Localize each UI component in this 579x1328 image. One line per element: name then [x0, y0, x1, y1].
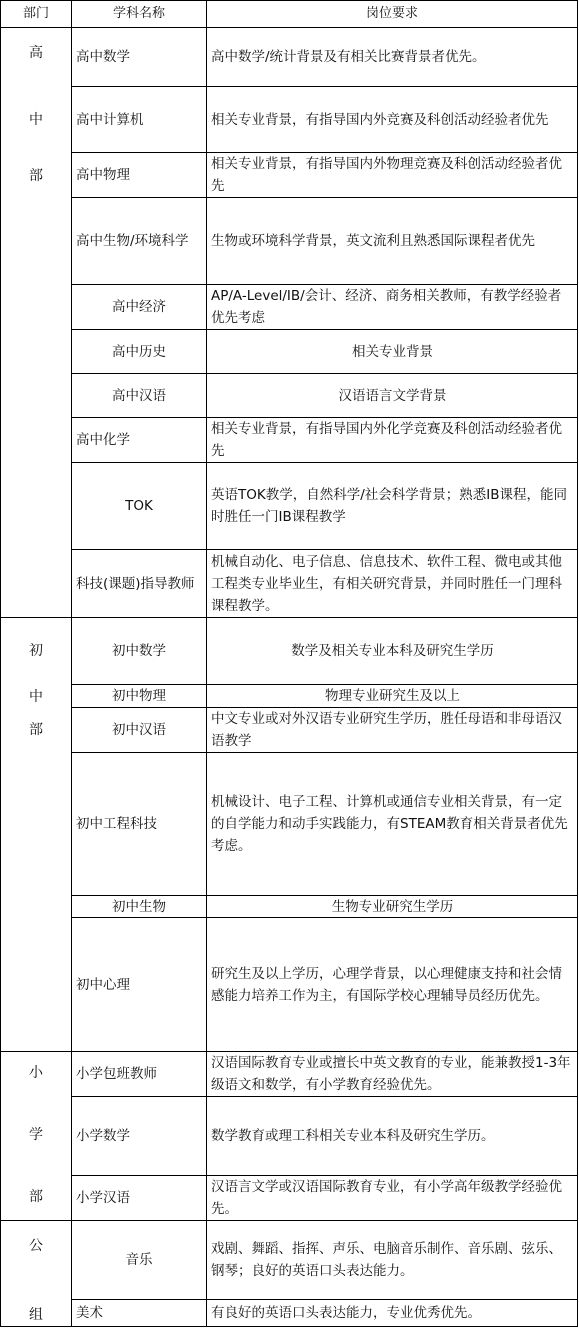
- requirement-text: 汉语国际教育专业或擅长中英文教育的专业，能兼教授1-3年级语文和数学，有小学教育经验优先。: [211, 1055, 571, 1093]
- dept-char: 初: [29, 643, 43, 659]
- requirement-cell: [208, 685, 577, 707]
- subject-cell: 初中数学: [112, 643, 166, 659]
- dept-char: 部: [29, 722, 43, 738]
- requirement-cell: [208, 374, 577, 417]
- dept-char: 部: [29, 168, 43, 184]
- subject-cell: 小学数学: [76, 1128, 130, 1144]
- dept-primary-school: [1, 1052, 71, 1220]
- requirement-cell: [208, 198, 577, 284]
- requirement-cell: [208, 753, 577, 895]
- header-subject: 学科名称: [112, 6, 165, 21]
- subject-cell: 初中工程科技: [76, 816, 157, 832]
- subject-cell: 初中心理: [76, 976, 130, 993]
- dept-char: 公: [29, 1238, 43, 1254]
- requirement-cell: [208, 1221, 577, 1299]
- requirement-cell: [208, 1097, 577, 1175]
- dept-char: 学: [29, 1127, 43, 1143]
- requirement-cell: [208, 285, 577, 329]
- subject-cell: 初中物理: [112, 688, 166, 704]
- requirement-text: 相关专业背景，有指导国内外物理竞赛及科创活动经验者优先: [211, 156, 562, 194]
- subject-cell: 高中生物/环境科学: [76, 233, 189, 249]
- requirement-cell: [208, 1300, 577, 1326]
- requirement-text: 汉语言文学或汉语国际教育专业，有小学高年级教学经验优先。: [211, 1179, 562, 1217]
- dept-high-school: [1, 28, 71, 617]
- requirement-text: 研究生及以上学历，心理学背景，以心理健康支持和社会情感能力培养工作为主，有国际学校心理辅导员经历优先。: [211, 965, 562, 1004]
- subject-cell: 小学包班教师: [76, 1066, 157, 1082]
- requirement-cell: [208, 87, 577, 152]
- dept-char: 部: [29, 1189, 43, 1205]
- header-dept: 部门: [22, 6, 49, 21]
- requirement-text: 机械设计、电子工程、计算机或通信专业相关背景，有一定的自学能力和动手实践能力，有STEAM教育相关背景者优先考虑。: [211, 794, 568, 854]
- subject-cell: 初中汉语: [112, 722, 166, 738]
- subject-cell: 高中汉语: [112, 387, 166, 404]
- requirement-cell: [208, 918, 577, 1051]
- subject-cell: 高中历史: [112, 343, 166, 360]
- subject-cell: TOK: [125, 498, 153, 514]
- requirement-cell: [208, 418, 577, 462]
- requirement-text: 数学教育或理工科相关专业本科及研究生学历。: [211, 1128, 495, 1144]
- dept-char: 小: [29, 1065, 43, 1081]
- subject-cell: 高中计算机: [76, 111, 144, 128]
- requirement-text: 汉语语言文学背景: [338, 387, 447, 404]
- requirement-text: 英语TOK教学，自然科学/社会科学背景；熟悉IB课程，能同时胜任一门IB课程教学: [211, 487, 568, 525]
- dept-char: 中: [29, 689, 43, 705]
- grid-line: [577, 0, 578, 1327]
- requirement-text: 相关专业背景，有指导国内外化学竞赛及科创活动经验者优先: [211, 421, 562, 459]
- requirement-cell: [208, 550, 577, 617]
- subject-cell: 美术: [76, 1305, 103, 1321]
- requirement-text: 高中数学/统计背景及有相关比赛背景者优先。: [211, 49, 486, 65]
- requirement-text: AP/A-Level/IB/会计、经济、商务相关教师，有教学经验者优先考虑: [211, 288, 562, 326]
- header-requirement: 岗位要求: [365, 6, 418, 21]
- requirement-text: 戏剧、舞蹈、指挥、声乐、电脑音乐制作、音乐剧、弦乐、钢琴；良好的英语口头表达能力。: [211, 1241, 562, 1279]
- subject-cell: 科技(课题)指导教师: [76, 575, 195, 592]
- subject-cell: 高中物理: [76, 167, 130, 183]
- subject-cell: 高中经济: [112, 299, 166, 315]
- requirement-text: 物理专业研究生及以上: [325, 688, 460, 704]
- requirement-cell: [208, 896, 577, 917]
- requirement-cell: [208, 1176, 577, 1220]
- requirement-cell: [208, 463, 577, 549]
- dept-middle-school: [1, 618, 71, 1051]
- requirement-text: 机械自动化、电子信息、信息技术、软件工程、微电或其他工程类专业毕业生，有相关研究背景，并同时胜任一门理科课程教学。: [211, 553, 562, 614]
- requirement-text: 相关专业背景，有指导国内外竞赛及科创活动经验者优先: [211, 111, 549, 128]
- dept-char: 高: [29, 45, 43, 61]
- requirement-text: 生物专业研究生学历: [331, 898, 454, 915]
- requirement-cell: [208, 618, 577, 684]
- requirement-cell: [208, 708, 577, 752]
- subject-cell: 音乐: [125, 1252, 153, 1268]
- grid-line: [0, 1326, 578, 1327]
- subject-cell: 高中数学: [76, 49, 130, 65]
- requirement-cell: [208, 1052, 577, 1096]
- requirement-text: 相关专业背景: [352, 343, 433, 360]
- requirement-cell: [208, 330, 577, 373]
- requirement-text: 生物或环境科学背景，英文流利且熟悉国际课程者优先: [211, 233, 535, 249]
- requirement-text: 数学及相关专业本科及研究生学历: [291, 643, 494, 659]
- requirement-text: 有良好的英语口头表达能力，专业优秀优先。: [211, 1305, 481, 1321]
- grid-line: [71, 0, 72, 1327]
- dept-public-group: [1, 1221, 71, 1326]
- dept-char: 组: [29, 1307, 43, 1323]
- requirement-cell: [208, 153, 577, 197]
- grid-line: [206, 0, 207, 1327]
- requirement-text: 中文专业或对外汉语专业研究生学历，胜任母语和非母语汉语教学: [211, 711, 562, 749]
- subject-cell: 小学汉语: [76, 1190, 130, 1206]
- requirement-cell: [208, 28, 577, 86]
- dept-char: 中: [29, 112, 43, 128]
- subject-cell: 高中化学: [76, 432, 130, 448]
- subject-cell: 初中生物: [112, 898, 166, 915]
